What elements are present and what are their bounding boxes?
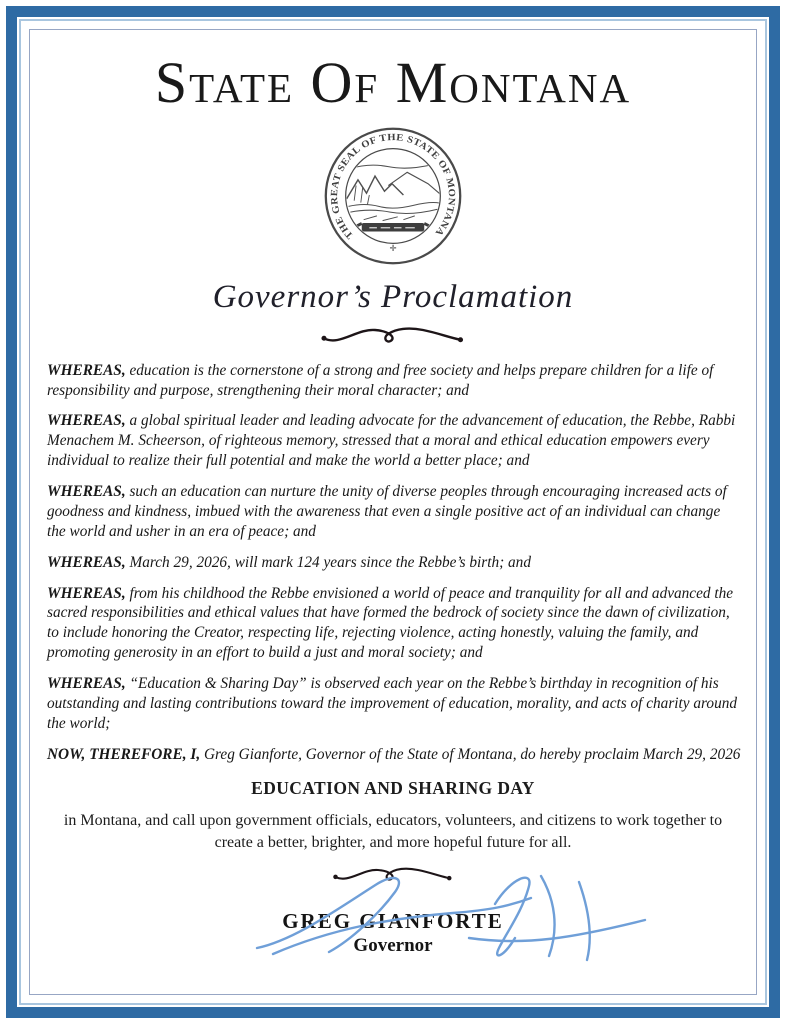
seal-ring-text: THE GREAT SEAL OF THE STATE OF MONTANA (329, 131, 457, 241)
whereas-clauses (45, 361, 741, 765)
governor-signature-ink (243, 864, 675, 972)
whereas-paragraph (47, 411, 741, 471)
seal-cross-icon: ✛ (389, 242, 397, 253)
paragraph-text: March 29, 2026, will mark 124 years since the Rebbe’s birth; and (129, 553, 531, 571)
paragraph-lead: WHEREAS, (47, 361, 126, 379)
paragraph-text: education is the cornerstone of a strong and free society and helps prepare children for a life of responsibility and purpose, strengthening their moral character; and (47, 361, 714, 399)
document-content (45, 34, 741, 1014)
montana-state-seal-icon (322, 125, 464, 267)
flourish-divider-icon (307, 318, 479, 348)
signature-section (45, 860, 741, 990)
paragraph-lead: WHEREAS, (47, 483, 126, 500)
now-therefore-paragraph (47, 745, 741, 765)
paragraph-lead: WHEREAS, (47, 553, 126, 571)
paragraph-text: from his childhood the Rebbe envisioned a world of peace and tranquility for all and advanced the sacred responsibilities and ethical values that have formed the bedrock of society since the dawn of civilization, to include honoring the Creator, respecting life, rejecting violence, acting honestly, valuing the family, and promoting generosity in an effort to build a just and moral society; and (47, 584, 734, 662)
paragraph-text: “Education & Sharing Day” is observed each year on the Rebbe’s birthday in recognition of his outstanding and lasting contributions toward the improvement of education, morality, and acts of charity around the world; (47, 675, 738, 732)
signatory-title: Governor (353, 934, 433, 956)
paragraph-lead: WHEREAS, (47, 584, 126, 602)
state-title: State Of Montana (154, 50, 632, 115)
paragraph-lead: WHEREAS, (47, 412, 126, 430)
whereas-paragraph (47, 482, 741, 542)
paragraph-text: Greg Gianforte, Governor of the State of Montana, do hereby proclaim March 29, 2026 (203, 745, 741, 763)
paragraph-lead: WHEREAS, (47, 675, 126, 692)
paragraph-text: a global spiritual leader and leading advocate for the advancement of education, the Rebbe, Rabbi Menachem M. Scheerson, of righteous memory, stressed that a moral and ethical education empowers every individual to realize their full potential and make the world a better place; and (47, 412, 736, 470)
closing-text: in Montana, and call upon government officials, educators, volunteers, and citizens to work together to create a better, brighter, and more hopeful future for all. (63, 811, 723, 852)
proclaimed-day-title: EDUCATION AND SHARING DAY (251, 777, 535, 798)
whereas-paragraph (47, 674, 741, 734)
whereas-paragraph (47, 584, 741, 664)
paragraph-lead: NOW, THEREFORE, I, (47, 745, 201, 763)
whereas-paragraph (47, 553, 741, 573)
paragraph-text: such an education can nurture the unity of diverse peoples through encouraging increased acts of goodness and kindness, imbued with the awareness that even a single positive act of an individual can change the world and usher in an era of peace; and (47, 483, 727, 540)
signatory-name: GREG GIANFORTE (282, 908, 504, 933)
whereas-paragraph (47, 361, 741, 401)
seal-landscape-art (347, 164, 442, 231)
proclamation-heading: Governor’s Proclamation (212, 278, 574, 315)
